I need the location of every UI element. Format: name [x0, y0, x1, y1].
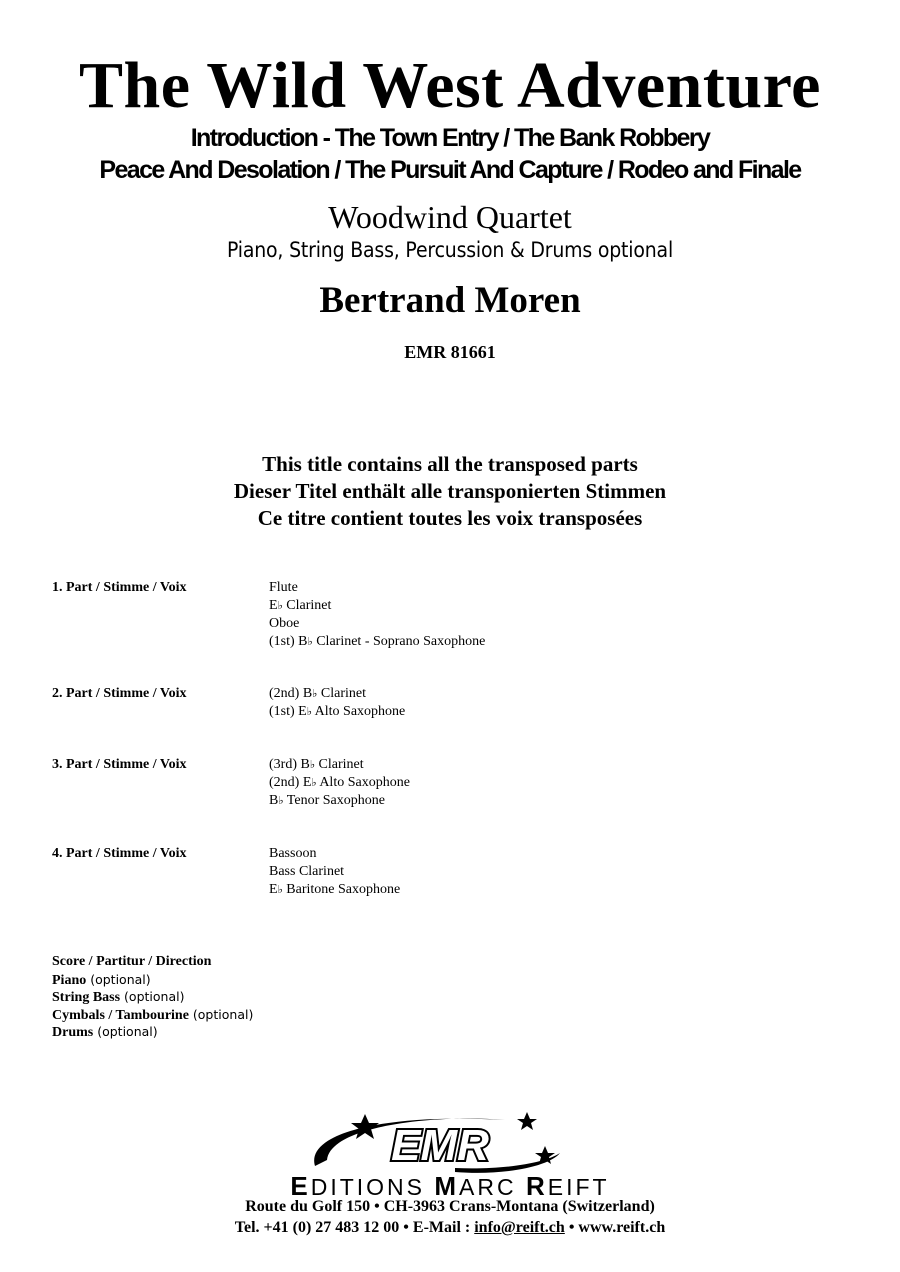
instrument-name: Oboe: [269, 616, 300, 631]
flat-symbol: ♭: [278, 794, 284, 807]
instrument-item: [269, 633, 485, 651]
extra-name: Piano: [52, 972, 87, 988]
instrument-item: [269, 597, 331, 615]
instrument-item: [269, 615, 299, 633]
flat-symbol: ♭: [307, 635, 313, 648]
instrument-prefix: (1st): [269, 634, 299, 649]
instrument-item: [269, 756, 364, 774]
extra-item: [52, 953, 211, 971]
instrument-item: [269, 863, 344, 881]
extra-note: (optional): [120, 989, 185, 1004]
extra-name: Drums: [52, 1025, 94, 1040]
extra-note: (optional): [93, 1024, 158, 1039]
telephone: Tel. +41 (0) 27 483 12 00 • E-Mail :: [234, 1219, 475, 1236]
instrument-name: Clarinet: [282, 598, 332, 613]
flat-symbol: ♭: [277, 883, 283, 896]
instrument-item: [269, 881, 400, 899]
instrument-key: E: [298, 704, 307, 719]
instrument-name: Alto Saxophone: [311, 704, 406, 719]
instrument-name: Bassoon: [269, 846, 317, 861]
instrument-prefix: (2nd): [269, 686, 303, 701]
flat-symbol: ♭: [277, 599, 283, 612]
extra-item: [52, 1023, 158, 1042]
instrument-key: B: [269, 793, 279, 808]
part-label: 4. Part / Stimme / Voix: [52, 846, 187, 861]
instrument-name: Bass Clarinet: [269, 864, 345, 879]
optional-instruments-line: Piano, String Bass, Percussion & Drums optional: [226, 238, 674, 262]
ensemble-label: Woodwind Quartet: [328, 199, 572, 235]
publisher-name-rest: EIFT: [547, 1174, 610, 1200]
subtitle-line-2: Peace And Desolation / The Pursuit And Capture / Rodeo and Finale: [99, 156, 801, 184]
website[interactable]: • www.reift.ch: [564, 1219, 666, 1236]
publisher-name-capital: R: [526, 1171, 548, 1201]
flat-symbol: ♭: [309, 758, 316, 771]
extra-name: Score / Partitur / Direction: [52, 954, 212, 969]
instrument-item: [269, 703, 405, 721]
extra-name: String Bass: [52, 990, 121, 1005]
instrument-name: Clarinet: [315, 757, 364, 772]
notice-english: This title contains all the transposed parts: [262, 452, 638, 476]
instrument-name: Clarinet - Soprano Saxophone: [312, 634, 486, 649]
instrument-key: B: [298, 634, 308, 649]
extra-item: [52, 971, 151, 990]
extra-item: [52, 1006, 253, 1025]
flat-symbol: ♭: [312, 687, 318, 700]
instrument-name: Baritone Saxophone: [282, 882, 401, 897]
instrument-item: [269, 579, 298, 597]
instrument-key: E: [302, 775, 312, 790]
extra-name: Cymbals / Tambourine: [52, 1007, 189, 1023]
part-label: 1. Part / Stimme / Voix: [52, 580, 187, 595]
part-label: 3. Part / Stimme / Voix: [52, 757, 187, 772]
extra-note: (optional): [86, 971, 151, 987]
instrument-prefix: (2nd): [269, 775, 303, 790]
flat-symbol: ♭: [306, 705, 312, 718]
logo-text: EMR: [391, 1121, 489, 1170]
instrument-name: Tenor Saxophone: [283, 793, 385, 808]
email-link[interactable]: info@reift.ch: [474, 1219, 565, 1236]
publisher-name-rest: DITIONS: [310, 1174, 435, 1200]
instrument-prefix: (1st): [269, 704, 299, 719]
catalog-number: EMR 81661: [404, 342, 496, 362]
instrument-key: B: [300, 757, 310, 772]
instrument-item: [269, 845, 316, 863]
notice-french: Ce titre contient toutes les voix transposées: [257, 506, 643, 530]
publisher-contact: [0, 1218, 900, 1238]
instrument-name: Clarinet: [317, 686, 366, 701]
emr-logo: [305, 1108, 575, 1178]
instrument-prefix: (3rd): [269, 757, 301, 772]
page-title: The Wild West Adventure: [79, 49, 821, 122]
publisher-name-rest: ARC: [459, 1174, 526, 1200]
instrument-name: Flute: [269, 580, 298, 595]
composer-name: Bertrand Moren: [319, 280, 581, 321]
publisher-name-capital: E: [290, 1171, 311, 1201]
instrument-item: [269, 685, 366, 703]
extra-item: [52, 988, 184, 1007]
instrument-key: E: [269, 598, 278, 613]
part-label: 2. Part / Stimme / Voix: [52, 686, 187, 701]
instrument-key: B: [302, 686, 313, 701]
publisher-name-capital: M: [434, 1171, 460, 1201]
instrument-name: Alto Saxophone: [316, 775, 410, 790]
instrument-key: E: [269, 882, 278, 897]
subtitle-line-1: Introduction - The Town Entry / The Bank Robbery: [190, 124, 710, 152]
flat-symbol: ♭: [311, 776, 317, 789]
instrument-item: [269, 792, 385, 810]
instrument-item: [269, 774, 410, 792]
extra-note: (optional): [188, 1006, 254, 1022]
publisher-address: Route du Golf 150 • CH-3963 Crans-Montana (Switzerland): [245, 1198, 655, 1215]
notice-german: Dieser Titel enthält alle transponierten Stimmen: [233, 479, 667, 503]
